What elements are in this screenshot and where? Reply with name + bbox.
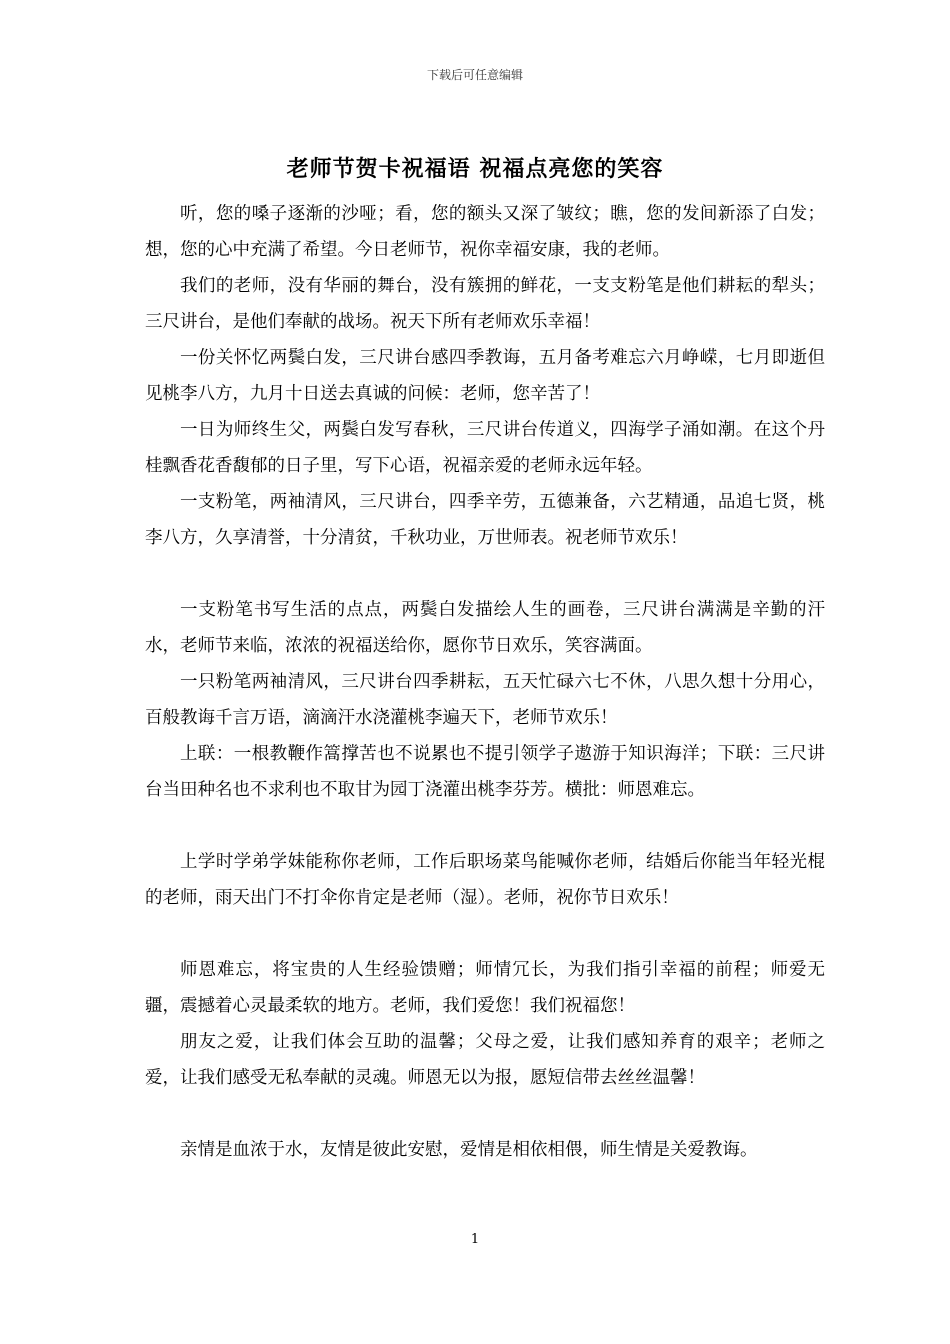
- paragraph: 师恩难忘，将宝贵的人生经验馈赠；师情冗长，为我们指引幸福的前程；师爱无疆，震撼着心灵最柔软的地方。老师，我们爱您！我们祝福您！: [145, 960, 825, 1016]
- paragraph: 亲情是血浓于水，友情是彼此安慰，爱情是相依相偎，师生情是关爱教诲。: [180, 1140, 758, 1160]
- paragraph-gap: [145, 916, 825, 952]
- paragraph: 一日为师终生父，两鬓白发写春秋，三尺讲台传道义，四海学子涌如潮。在这个丹桂飘香花香馥郁的日子里，写下心语，祝福亲爱的老师永远年轻。: [145, 420, 825, 476]
- paragraph: 一支粉笔书写生活的点点，两鬓白发描绘人生的画卷，三尺讲台满满是辛勤的汗水，老师节来临，浓浓的祝福送给你，愿你节日欢乐，笑容满面。: [145, 600, 825, 656]
- paragraph: 一支粉笔，两袖清风，三尺讲台，四季辛劳，五德兼备，六艺精通，品追七贤，桃李八方，久享清誉，十分清贫，千秋功业，万世师表。祝老师节欢乐！: [145, 492, 825, 548]
- page-number: 1: [470, 1232, 480, 1247]
- paragraph: 我们的老师，没有华丽的舞台，没有簇拥的鲜花，一支支粉笔是他们耕耘的犁头；三尺讲台，是他们奉献的战场。祝天下所有老师欢乐幸福！: [145, 276, 825, 332]
- paragraph-gap: [145, 556, 825, 592]
- paragraph: 朋友之爱，让我们体会互助的温馨；父母之爱，让我们感知养育的艰辛；老师之爱，让我们感受无私奉献的灵魂。师恩无以为报，愿短信带去丝丝温馨！: [145, 1032, 825, 1088]
- paragraph-gap: [145, 808, 825, 844]
- paragraph: 一只粉笔两袖清风，三尺讲台四季耕耘，五天忙碌六七不休，八思久想十分用心，百般教诲千言万语，滴滴汗水浇灌桃李遍天下，老师节欢乐！: [145, 672, 825, 728]
- paragraph: 上学时学弟学妹能称你老师，工作后职场菜鸟能喊你老师，结婚后你能当年轻光棍的老师，雨天出门不打伞你肯定是老师（湿）。老师，祝你节日欢乐！: [145, 852, 825, 908]
- header-note: 下载后可任意编辑: [426, 68, 523, 82]
- paragraph: 一份关怀忆两鬓白发，三尺讲台感四季教诲，五月备考难忘六月峥嵘，七月即逝但见桃李八方，九月十日送去真诚的问候：老师，您辛苦了！: [145, 348, 825, 404]
- document-title: 老师节贺卡祝福语 祝福点亮您的笑容: [286, 156, 664, 182]
- paragraph-gap: [145, 1096, 825, 1132]
- document-body: [145, 196, 825, 1168]
- paragraph: 听，您的嗓子逐渐的沙哑；看，您的额头又深了皱纹；瞧，您的发间新添了白发；想，您的心中充满了希望。今日老师节，祝你幸福安康，我的老师。: [145, 204, 825, 260]
- paragraph: 上联：一根教鞭作篙撑苦也不说累也不提引领学子遨游于知识海洋；下联：三尺讲台当田种名也不求利也不取甘为园丁浇灌出桃李芬芳。横批：师恩难忘。: [145, 744, 825, 800]
